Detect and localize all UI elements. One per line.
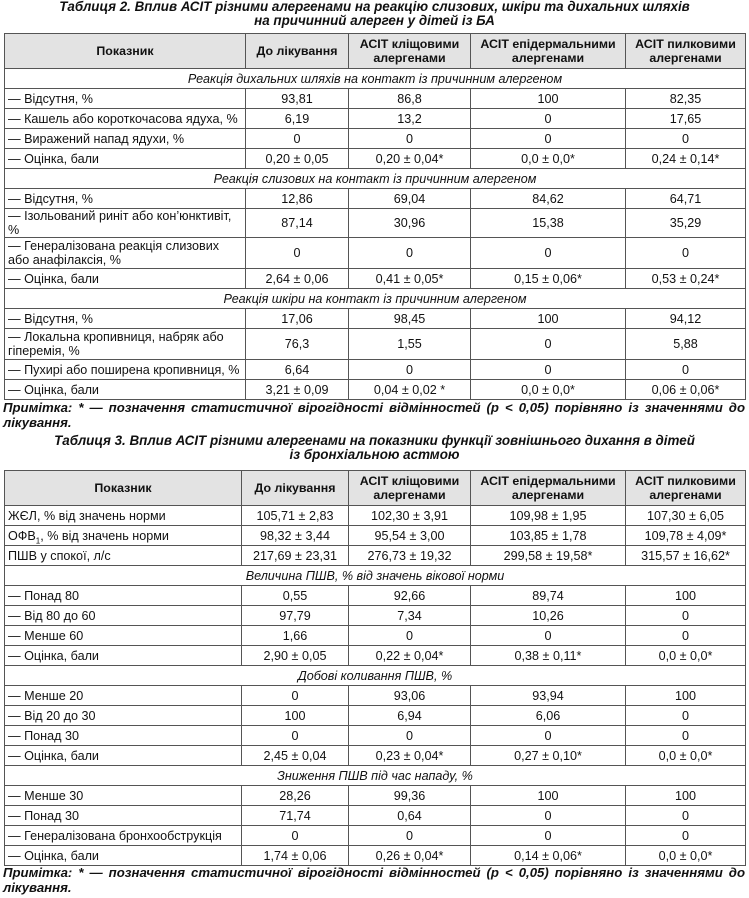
value-cell: 93,06 [349,686,471,706]
row-label: — Понад 30 [5,806,242,826]
value-cell: 0,23 ± 0,04* [349,746,471,766]
value-cell: 0 [626,826,746,846]
value-cell: 0 [626,238,746,269]
table3-header-cell: Показник [5,471,242,506]
value-cell: 35,29 [626,209,746,238]
table-row [5,846,746,866]
row-label: — Оцінка, бали [5,646,242,666]
label-subscript: 1 [35,536,41,546]
value-cell: 0 [626,129,746,149]
value-cell: 13,2 [349,109,471,129]
value-cell: 0,0 ± 0,0* [626,846,746,866]
value-cell: 0,64 [349,806,471,826]
table-row [5,209,746,238]
value-cell: 71,74 [242,806,349,826]
value-cell: 0,26 ± 0,04* [349,846,471,866]
value-cell: 0 [349,726,471,746]
value-cell: 89,74 [471,586,626,606]
table-row [5,89,746,109]
value-cell: 0 [349,129,471,149]
table2-body [5,69,746,400]
table2 [4,33,746,400]
table2-note: Примітка: * — позначення статистичної вірогідності відмінностей (p < 0,05) порівняно із значеннями до лікування. [3,400,745,430]
table-row [5,626,746,646]
value-cell: 0 [471,360,626,380]
section-row [5,169,746,189]
row-label: — Ізольований риніт або кон’юнктивіт, % [5,209,246,238]
value-cell: 103,85 ± 1,78 [471,526,626,546]
table3-header-cell: АСІТ кліщовими алергенами [349,471,471,506]
row-label: — Генералізована бронхообструкція [5,826,242,846]
row-label: — Від 80 до 60 [5,606,242,626]
row-label: — Оцінка, бали [5,846,242,866]
value-cell: 82,35 [626,89,746,109]
value-cell: 99,36 [349,786,471,806]
value-cell: 0 [626,626,746,646]
value-cell: 92,66 [349,586,471,606]
value-cell: 0 [349,826,471,846]
value-cell: 0,53 ± 0,24* [626,269,746,289]
table3-header-row [5,471,746,506]
value-cell: 100 [471,89,626,109]
value-cell: 1,55 [349,329,471,360]
value-cell: 10,26 [471,606,626,626]
value-cell: 69,04 [349,189,471,209]
value-cell: 0,41 ± 0,05* [349,269,471,289]
value-cell: 100 [626,686,746,706]
value-cell: 5,88 [626,329,746,360]
section-row [5,566,746,586]
label-text: ОФВ [8,528,36,543]
row-label: — Понад 80 [5,586,242,606]
table-row [5,380,746,400]
row-label: — Менше 60 [5,626,242,646]
table3 [4,470,746,866]
label-text: , % від значень норми [40,528,169,543]
value-cell: 0 [471,806,626,826]
table-row [5,526,746,546]
value-cell: 0 [471,129,626,149]
row-label: — Виражений напад ядухи, % [5,129,246,149]
table-row [5,360,746,380]
row-label: — Відсутня, % [5,189,246,209]
value-cell: 0,24 ± 0,14* [626,149,746,169]
value-cell: 2,45 ± 0,04 [242,746,349,766]
table-row [5,109,746,129]
section-title: Реакція дихальних шляхів на контакт із причинним алергеном [5,69,746,89]
section-row [5,69,746,89]
row-label: ПШВ у спокої, л/с [5,546,242,566]
value-cell: 0 [626,606,746,626]
value-cell: 0 [626,360,746,380]
value-cell: 0,06 ± 0,06* [626,380,746,400]
table3-header-cell: АСІТ пилковими алергенами [626,471,746,506]
value-cell: 100 [471,309,626,329]
value-cell: 100 [242,706,349,726]
table2-caption-line2: на причинний алерген у дітей із БА [254,13,495,28]
value-cell: 276,73 ± 19,32 [349,546,471,566]
value-cell: 7,34 [349,606,471,626]
value-cell: 0,38 ± 0,11* [471,646,626,666]
table2-header-cell: АСІТ епідермальними алергенами [471,34,626,69]
table-row [5,806,746,826]
value-cell: 95,54 ± 3,00 [349,526,471,546]
table-row [5,129,746,149]
row-label [5,526,242,546]
value-cell: 102,30 ± 3,91 [349,506,471,526]
table-row [5,706,746,726]
value-cell: 0 [349,238,471,269]
value-cell: 109,98 ± 1,95 [471,506,626,526]
value-cell: 0,0 ± 0,0* [626,746,746,766]
row-label: ЖЄЛ, % від значень норми [5,506,242,526]
value-cell: 107,30 ± 6,05 [626,506,746,526]
table-row [5,826,746,846]
value-cell: 17,65 [626,109,746,129]
value-cell: 0 [246,129,349,149]
value-cell: 84,62 [471,189,626,209]
row-label: — Оцінка, бали [5,380,246,400]
table3-header-cell: До лікування [242,471,349,506]
value-cell: 76,3 [246,329,349,360]
table3-body [5,506,746,866]
table-row [5,786,746,806]
value-cell: 0 [471,329,626,360]
section-row [5,766,746,786]
value-cell: 0,0 ± 0,0* [471,380,626,400]
table2-header-cell: До лікування [246,34,349,69]
value-cell: 105,71 ± 2,83 [242,506,349,526]
section-title: Добові коливання ПШВ, % [5,666,746,686]
row-label: — Локальна кропивниця, набряк або гіперемія, % [5,329,246,360]
value-cell: 3,21 ± 0,09 [246,380,349,400]
value-cell: 0,55 [242,586,349,606]
value-cell: 0,20 ± 0,04* [349,149,471,169]
table-row [5,149,746,169]
section-title: Величина ПШВ, % від значень вікової норми [5,566,746,586]
value-cell: 0 [471,626,626,646]
value-cell: 0 [242,686,349,706]
value-cell: 0 [246,238,349,269]
value-cell: 299,58 ± 19,58* [471,546,626,566]
value-cell: 0 [349,360,471,380]
value-cell: 12,86 [246,189,349,209]
row-label: — Від 20 до 30 [5,706,242,726]
value-cell: 217,69 ± 23,31 [242,546,349,566]
section-title: Зниження ПШВ під час нападу, % [5,766,746,786]
value-cell: 6,64 [246,360,349,380]
value-cell: 6,94 [349,706,471,726]
table-row [5,646,746,666]
value-cell: 1,74 ± 0,06 [242,846,349,866]
value-cell: 17,06 [246,309,349,329]
value-cell: 0 [626,706,746,726]
table3-caption [0,434,749,462]
value-cell: 97,79 [242,606,349,626]
row-label: — Генералізована реакція слизових або анафілаксія, % [5,238,246,269]
table-row [5,238,746,269]
value-cell: 87,14 [246,209,349,238]
value-cell: 0 [242,826,349,846]
row-label: — Відсутня, % [5,309,246,329]
value-cell: 94,12 [626,309,746,329]
row-label: — Пухирі або поширена кропивниця, % [5,360,246,380]
value-cell: 0,27 ± 0,10* [471,746,626,766]
value-cell: 86,8 [349,89,471,109]
table-row [5,309,746,329]
table-row [5,329,746,360]
section-row [5,666,746,686]
value-cell: 0,14 ± 0,06* [471,846,626,866]
value-cell: 0 [626,806,746,826]
section-title: Реакція слизових на контакт із причинним алергеном [5,169,746,189]
table3-header-cell: АСІТ епідермальними алергенами [471,471,626,506]
table2-caption [0,0,749,28]
table2-caption-line1: Таблиця 2. Вплив АСІТ різними алергенами на реакцію слизових, шкіри та дихальних шляхів [59,0,690,14]
value-cell: 15,38 [471,209,626,238]
value-cell: 0 [626,726,746,746]
row-label: — Кашель або короткочасова ядуха, % [5,109,246,129]
value-cell: 100 [626,586,746,606]
value-cell: 98,32 ± 3,44 [242,526,349,546]
value-cell: 6,06 [471,706,626,726]
table-row [5,726,746,746]
value-cell: 0 [242,726,349,746]
row-label: — Оцінка, бали [5,149,246,169]
table2-header-cell: АСІТ кліщовими алергенами [349,34,471,69]
value-cell: 0,22 ± 0,04* [349,646,471,666]
value-cell: 0,15 ± 0,06* [471,269,626,289]
value-cell: 2,64 ± 0,06 [246,269,349,289]
value-cell: 0 [471,726,626,746]
value-cell: 109,78 ± 4,09* [626,526,746,546]
row-label: — Оцінка, бали [5,746,242,766]
row-label: — Оцінка, бали [5,269,246,289]
table2-header-row [5,34,746,69]
value-cell: 0 [471,109,626,129]
value-cell: 2,90 ± 0,05 [242,646,349,666]
value-cell: 93,81 [246,89,349,109]
value-cell: 0 [471,826,626,846]
value-cell: 0,0 ± 0,0* [471,149,626,169]
row-label: — Менше 20 [5,686,242,706]
table-row [5,269,746,289]
value-cell: 6,19 [246,109,349,129]
value-cell: 93,94 [471,686,626,706]
value-cell: 0,20 ± 0,05 [246,149,349,169]
value-cell: 30,96 [349,209,471,238]
table-row [5,189,746,209]
table3-caption-line1: Таблиця 3. Вплив АСІТ різними алергенами на показники функції зовнішнього дихання в дітей [54,433,695,448]
value-cell: 64,71 [626,189,746,209]
value-cell: 98,45 [349,309,471,329]
section-row [5,289,746,309]
value-cell: 315,57 ± 16,62* [626,546,746,566]
value-cell: 0 [471,238,626,269]
table-row [5,546,746,566]
table2-header-cell: Показник [5,34,246,69]
value-cell: 100 [471,786,626,806]
table-row [5,746,746,766]
table3-caption-line2: із бронхіальною астмою [289,447,460,462]
value-cell: 0,0 ± 0,0* [626,646,746,666]
table-row [5,606,746,626]
table3-note: Примітка: * — позначення статистичної вірогідності відмінностей (p < 0,05) порівняно із значеннями до лікування. [3,865,745,895]
table-row [5,686,746,706]
table-row [5,586,746,606]
row-label: — Менше 30 [5,786,242,806]
value-cell: 0,04 ± 0,02 * [349,380,471,400]
table2-header-cell: АСІТ пилковими алергенами [626,34,746,69]
row-label: — Відсутня, % [5,89,246,109]
value-cell: 28,26 [242,786,349,806]
row-label: — Понад 30 [5,726,242,746]
table-row [5,506,746,526]
value-cell: 1,66 [242,626,349,646]
value-cell: 0 [349,626,471,646]
section-title: Реакція шкіри на контакт із причинним алергеном [5,289,746,309]
value-cell: 100 [626,786,746,806]
